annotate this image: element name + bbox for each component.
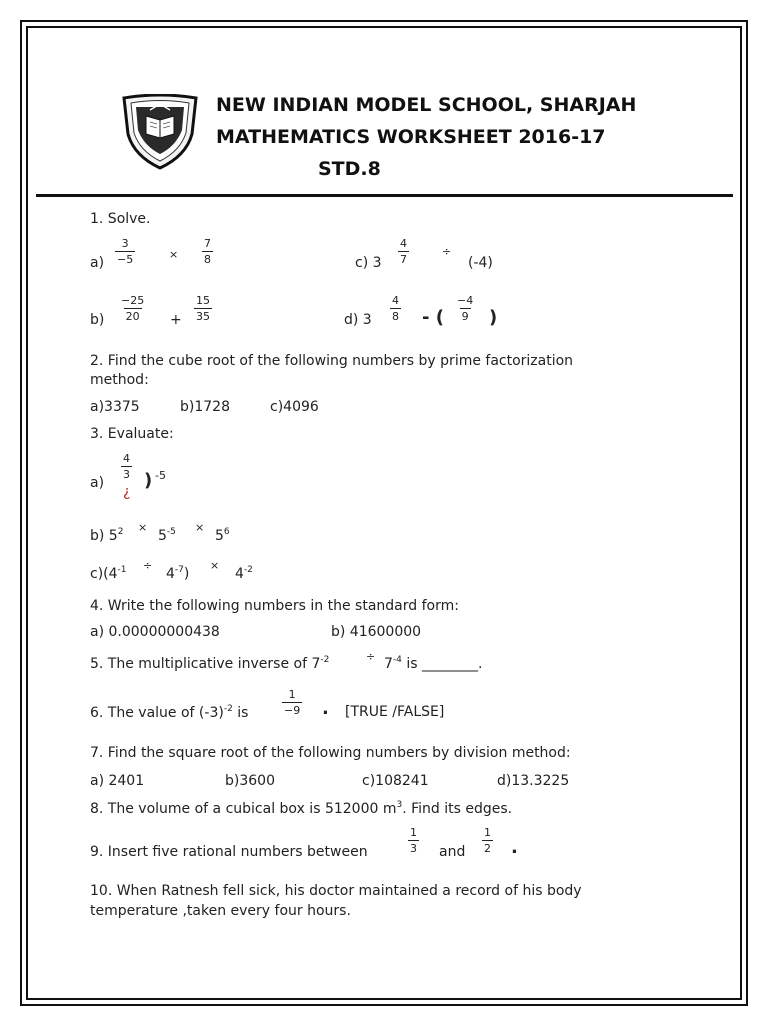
numerator: 4 — [400, 237, 407, 250]
q10-line-1: 10. When Ratnesh fell sick, his doctor maintained a record of his body — [90, 883, 582, 899]
q5-line — [90, 656, 329, 671]
q2-option-b: b)1728 — [180, 399, 230, 415]
denominator: 2 — [484, 842, 491, 855]
denominator: −5 — [117, 253, 134, 266]
grade-label: STD.8 — [318, 158, 381, 180]
q3a-label: a) — [90, 475, 105, 491]
numerator: 4 — [392, 294, 399, 307]
numerator: 3 — [121, 237, 129, 250]
denominator: 7 — [400, 253, 407, 266]
exponent: -5 — [166, 527, 176, 537]
base: 4 — [235, 566, 244, 582]
numerator: 1 — [288, 688, 296, 701]
exponent: -4 — [392, 655, 402, 665]
q1c-label: c) 3 — [355, 255, 382, 271]
q3b-label: b) 5 — [90, 528, 118, 544]
q3a-stray-mark: ¿ — [123, 484, 131, 500]
q6-line — [90, 705, 248, 720]
denominator: −9 — [284, 704, 301, 717]
plus-sign: + — [170, 312, 182, 328]
close-paren: ) — [489, 307, 498, 328]
times-sign: × — [169, 248, 179, 261]
q8-text-end: . Find its edges. — [402, 801, 513, 817]
base: 5 — [158, 528, 167, 544]
q3a-close-paren: ) — [144, 470, 153, 491]
exponent: 3 — [396, 800, 403, 810]
denominator: 35 — [196, 310, 210, 323]
q1d-fraction-2 — [455, 295, 475, 322]
q3b-exponent-1: 2 — [117, 527, 124, 537]
q9-and: and — [439, 844, 466, 860]
q3c-expression — [90, 566, 127, 581]
q3c-term-3 — [235, 566, 253, 581]
q3c-exponent-1: -1 — [117, 565, 127, 575]
exponent: 6 — [223, 527, 230, 537]
q7-option-a: a) 2401 — [90, 773, 145, 789]
q1b-fraction-1 — [119, 295, 146, 322]
minus-open-paren: - ( — [422, 307, 444, 328]
q8-line — [90, 801, 512, 816]
base: 5 — [215, 528, 224, 544]
q6-true-false: [TRUE /FALSE] — [345, 704, 445, 720]
numerator: −4 — [457, 294, 474, 307]
exponent: -7 — [174, 565, 184, 575]
q5-text: 5. The multiplicative inverse of 7 — [90, 656, 321, 672]
school-crest-logo — [120, 94, 200, 170]
exponent: -2 — [223, 704, 233, 714]
denominator: 3 — [123, 468, 130, 481]
q4-title: 4. Write the following numbers in the standard form: — [90, 598, 459, 614]
denominator: 8 — [204, 253, 211, 266]
q9-fraction-1 — [408, 827, 419, 854]
q10-line-2: temperature ,taken every four hours. — [90, 903, 351, 919]
q3a-fraction — [121, 453, 132, 480]
numerator: 1 — [484, 826, 491, 839]
q8-text: 8. The volume of a cubical box is 512000 m — [90, 801, 397, 817]
q1d-fraction-1 — [390, 295, 401, 322]
q6-text: 6. The value of (-3) — [90, 705, 224, 721]
q6-fraction — [282, 689, 302, 716]
school-name: NEW INDIAN MODEL SCHOOL, SHARJAH — [216, 94, 637, 116]
q4-option-b: b) 41600000 — [331, 624, 422, 640]
denominator: 9 — [461, 310, 469, 323]
q7-option-b: b)3600 — [225, 773, 275, 789]
q1b-fraction-2 — [194, 295, 212, 322]
q1c-rest: (-4) — [468, 255, 493, 271]
numerator: 7 — [204, 237, 211, 250]
q1c-fraction — [398, 238, 409, 265]
q1a-fraction-1 — [115, 238, 135, 265]
base: 7 — [384, 656, 393, 672]
q3b-expression — [90, 528, 123, 543]
numerator: 15 — [196, 294, 210, 307]
q9-fraction-2 — [482, 827, 493, 854]
exponent: -2 — [320, 655, 330, 665]
q1a-label: a) — [90, 255, 105, 271]
q1d-label: d) 3 — [344, 312, 372, 328]
numerator: 1 — [410, 826, 417, 839]
q6-is: is — [232, 705, 249, 721]
denominator: 20 — [125, 310, 140, 323]
q3a-exponent: -5 — [155, 469, 166, 482]
q2-option-c: c)4096 — [270, 399, 319, 415]
q1b-label: b) — [90, 312, 105, 328]
q6-dot: . — [322, 698, 329, 719]
header-divider — [36, 194, 733, 197]
divide-sign: ÷ — [366, 650, 376, 663]
q4-option-a: a) 0.00000000438 — [90, 624, 220, 640]
q3b-term-3 — [215, 528, 230, 543]
divide-sign: ÷ — [143, 559, 153, 572]
divide-sign: ÷ — [442, 245, 452, 258]
exponent: -2 — [243, 565, 253, 575]
q1a-fraction-2 — [202, 238, 213, 265]
times-sign: × — [195, 521, 205, 534]
q2-option-a: a)3375 — [90, 399, 140, 415]
q7-option-d: d)13.3225 — [497, 773, 570, 789]
q1-title: 1. Solve. — [90, 211, 151, 227]
q5-blank: is ________. — [401, 656, 483, 672]
denominator: 8 — [392, 310, 399, 323]
worksheet-title: MATHEMATICS WORKSHEET 2016-17 — [216, 126, 606, 148]
q3b-term-2 — [158, 528, 176, 543]
q9-text: 9. Insert five rational numbers between — [90, 844, 368, 860]
q3c-term-2 — [166, 566, 189, 581]
q2-title-cont: method: — [90, 372, 149, 388]
q2-title: 2. Find the cube root of the following numbers by prime factorization — [90, 353, 574, 369]
base: 4 — [166, 566, 175, 582]
q3c-label: c)(4 — [90, 566, 118, 582]
q7-option-c: c)108241 — [362, 773, 429, 789]
numerator: 4 — [123, 452, 130, 465]
numerator: −25 — [121, 294, 145, 307]
close-paren: ) — [183, 566, 190, 582]
times-sign: × — [210, 559, 220, 572]
q9-dot: . — [511, 837, 518, 858]
denominator: 3 — [410, 842, 417, 855]
times-sign: × — [138, 521, 148, 534]
q3-title: 3. Evaluate: — [90, 426, 174, 442]
q5-term-2 — [384, 656, 482, 671]
q7-title: 7. Find the square root of the following numbers by division method: — [90, 745, 571, 761]
